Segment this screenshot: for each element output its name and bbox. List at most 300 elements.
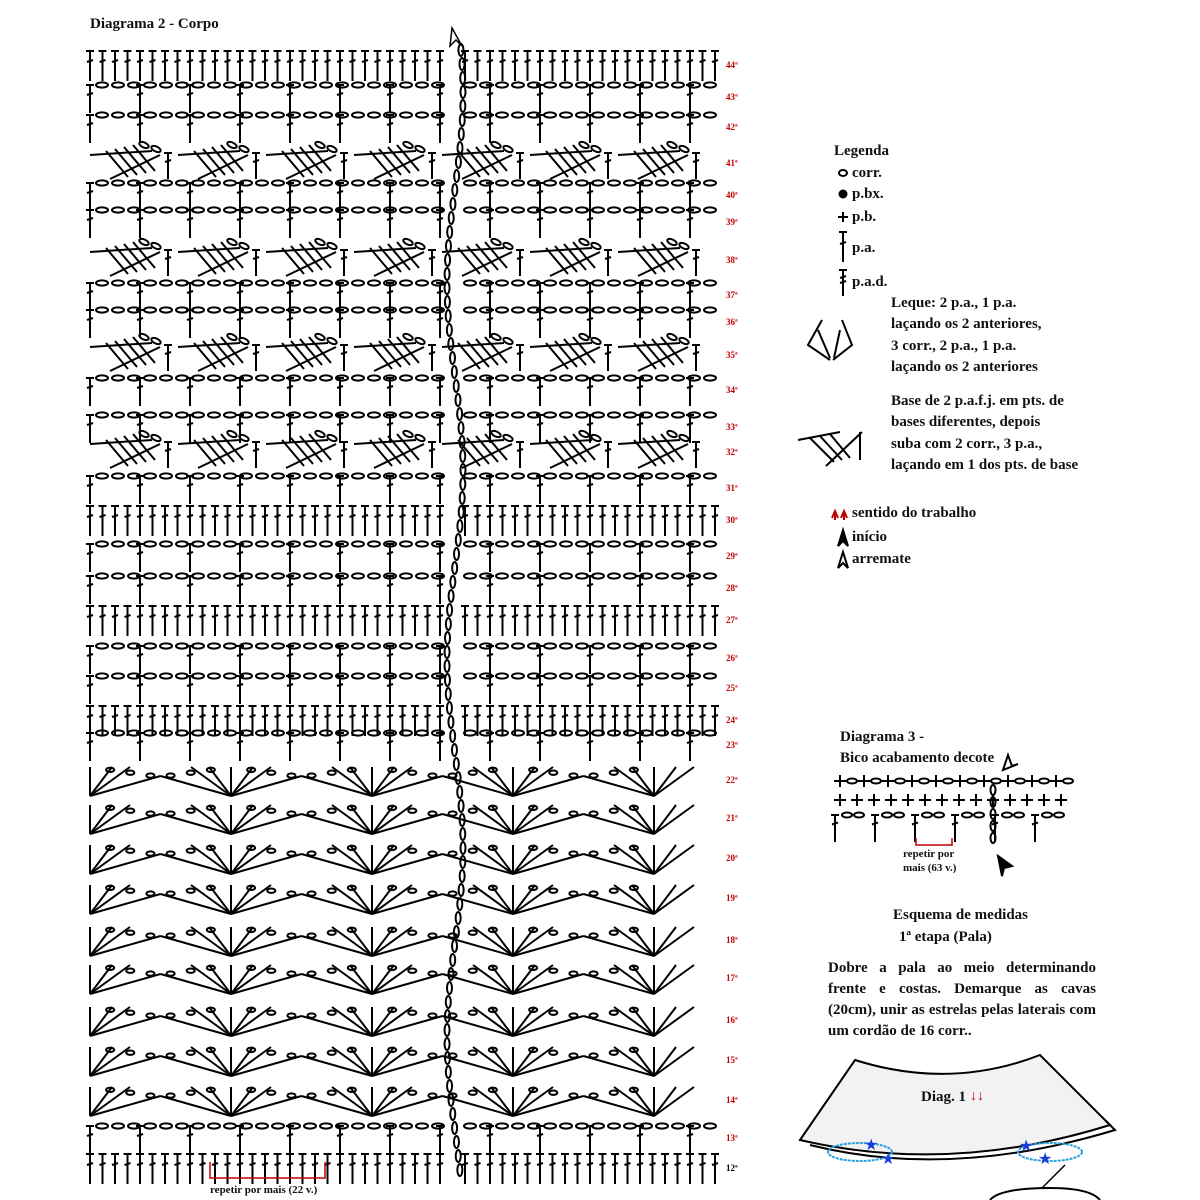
chain-stitch: [328, 969, 336, 973]
pa-bar: [212, 60, 218, 62]
double-crochet-icon: [839, 232, 847, 262]
pa-bar: [100, 715, 106, 717]
fan-arc-line: [302, 776, 373, 796]
pa-bar: [693, 352, 699, 354]
chain-stitch: [96, 280, 108, 285]
chain-stitch: [469, 931, 477, 935]
row-number: 36ª: [726, 317, 738, 327]
chain-stitch: [496, 307, 508, 312]
chain-stitch: [678, 145, 689, 154]
pa-bar: [250, 615, 256, 617]
pa-bar: [600, 715, 606, 717]
chain-stitch: [512, 280, 524, 285]
chain-stitch: [256, 375, 268, 380]
chain-stitch: [308, 971, 316, 975]
pa-bar: [500, 60, 506, 62]
pa-bar: [187, 93, 193, 95]
pa-bar: [587, 615, 593, 617]
chain-stitch: [272, 673, 284, 678]
chain-stitch: [447, 324, 452, 336]
pa-bar: [400, 615, 406, 617]
treble-crochet-icon: [839, 270, 847, 296]
chain-stitch: [267, 849, 275, 853]
chain-stitch: [656, 573, 668, 578]
chain-stitch: [146, 1053, 154, 1057]
pa-bar: [137, 1163, 143, 1165]
pa-bar: [300, 715, 306, 717]
chain-stitch: [320, 643, 332, 648]
pa-bar: [262, 515, 268, 517]
fan-arc-line: [584, 814, 655, 834]
chain-stitch: [590, 933, 598, 937]
row-number: 12ª: [726, 1163, 738, 1173]
pa-bar: [387, 318, 393, 320]
pa-bar: [587, 1163, 593, 1165]
chain-stitch: [144, 673, 156, 678]
chain-stitch: [414, 434, 425, 443]
base-line: [530, 248, 592, 252]
pa-bar: [487, 93, 493, 95]
single-crochet: [882, 775, 894, 787]
chain-stitch: [450, 730, 455, 742]
pa-bar: [165, 449, 171, 451]
row-25: [90, 885, 694, 914]
chain-stitch: [450, 954, 455, 966]
pa-bar: [212, 1163, 218, 1165]
pa-bar: [537, 318, 543, 320]
pa-bar: [341, 352, 347, 354]
base-stitch: [194, 343, 216, 369]
pa-bar: [625, 1163, 631, 1165]
chain-stitch: [624, 280, 636, 285]
chain-stitch: [624, 207, 636, 212]
chain-stitch: [146, 811, 154, 815]
pa-bar: [375, 515, 381, 517]
pa-bar: [237, 60, 243, 62]
fan-stitch: [654, 767, 694, 796]
chain-stitch: [512, 82, 524, 87]
pa-bar: [429, 352, 435, 354]
pa-bar: [437, 715, 443, 717]
chain-stitch: [320, 207, 332, 212]
chain-stitch: [416, 82, 428, 87]
chain-stitch: [416, 573, 428, 578]
chain-stitch: [549, 889, 557, 893]
chain-stitch: [455, 394, 460, 406]
chain-stitch: [672, 1123, 684, 1128]
pa-bar: [337, 615, 343, 617]
fan-arc-line: [161, 814, 232, 834]
chain-stitch: [144, 375, 156, 380]
pa-bar: [337, 191, 343, 193]
chain-stitch: [320, 412, 332, 417]
pa-bar: [912, 823, 918, 825]
single-crochet: [954, 775, 966, 787]
chain-stitch: [416, 112, 428, 117]
pa-bar: [487, 1134, 493, 1136]
chain-stitch: [464, 412, 476, 417]
chain-stitch: [608, 1123, 620, 1128]
pa-bar: [400, 715, 406, 717]
fan-arc-line: [231, 936, 302, 956]
chain-stitch: [256, 280, 268, 285]
chain-stitch: [672, 541, 684, 546]
pa-bar: [237, 423, 243, 425]
pa-bar: [275, 515, 281, 517]
pa-bar: [287, 218, 293, 220]
pa-bar: [605, 449, 611, 451]
chain-stitch: [464, 307, 476, 312]
pa-bar: [387, 484, 393, 486]
chain-stitch: [328, 809, 336, 813]
chain-stitch: [96, 112, 108, 117]
chain-stitch: [224, 375, 236, 380]
chain-stitch: [272, 307, 284, 312]
pa-bar: [237, 515, 243, 517]
chain-stitch: [226, 333, 237, 342]
pa-bar: [487, 191, 493, 193]
chain-stitch: [126, 1011, 134, 1015]
chain-stitch: [146, 971, 154, 975]
pa-bar: [137, 318, 143, 320]
pa-bar: [425, 615, 431, 617]
pa-bar: [429, 449, 435, 451]
fan-arc-line: [513, 936, 584, 956]
pa-bar: [287, 715, 293, 717]
chain-stitch: [224, 573, 236, 578]
pa-bar: [675, 60, 681, 62]
fan-arc-line: [90, 814, 161, 834]
fan-arc-line: [513, 776, 584, 796]
chain-stitch: [656, 112, 668, 117]
pa-bar: [287, 515, 293, 517]
chain-stitch: [208, 112, 220, 117]
pa-bar: [625, 715, 631, 717]
pa-bar: [587, 191, 593, 193]
pa-bar: [162, 715, 168, 717]
slip-stitch-icon: [840, 191, 847, 198]
pa-bar: [1032, 823, 1038, 825]
chain-stitch: [187, 1011, 195, 1015]
chain-stitch: [656, 307, 668, 312]
pa-bar: [400, 1163, 406, 1165]
single-crochet: [858, 775, 870, 787]
chain-stitch: [352, 643, 364, 648]
chain-stitch: [304, 673, 316, 678]
chain-stitch: [446, 310, 451, 322]
diagram-3-repeat-2: mais (63 v.): [903, 862, 957, 874]
base-stitch: [458, 343, 480, 369]
pa-bar: [687, 1163, 693, 1165]
chain-stitch: [304, 82, 316, 87]
chain-stitch: [704, 180, 716, 185]
pa-bar: [165, 160, 171, 162]
pa-bar: [512, 515, 518, 517]
chain-stitch: [126, 931, 134, 935]
chain-stitch: [224, 643, 236, 648]
chain-stitch: [496, 673, 508, 678]
fan-arc-line: [443, 894, 514, 914]
chain-stitch: [167, 851, 175, 855]
chain-stitch: [267, 1091, 275, 1095]
chain-stitch: [666, 141, 677, 150]
base-line: [266, 151, 328, 155]
chain-stitch: [304, 280, 316, 285]
chain-stitch: [447, 1080, 452, 1092]
chain-stitch: [308, 851, 316, 855]
chain-stitch: [578, 238, 589, 247]
pa-bar: [587, 123, 593, 125]
pa-bar: [512, 715, 518, 717]
chain-stitch: [496, 473, 508, 478]
pa-bar: [312, 615, 318, 617]
pa-bar: [537, 1134, 543, 1136]
pa-bar: [475, 60, 481, 62]
pa-bar: [150, 1163, 156, 1165]
chain-stitch: [112, 473, 124, 478]
pa-bar: [387, 684, 393, 686]
chain-stitch: [287, 933, 295, 937]
pa-bar: [575, 1163, 581, 1165]
pa-bar: [537, 515, 543, 517]
chain-stitch: [126, 809, 134, 813]
chain-stitch: [512, 375, 524, 380]
pa-bar: [562, 715, 568, 717]
pa-bar: [687, 191, 693, 193]
pa-bar: [387, 741, 393, 743]
chain-stitch: [445, 1038, 450, 1050]
chain-stitch: [446, 618, 451, 630]
pa-bar: [275, 715, 281, 717]
chain-stitch: [208, 280, 220, 285]
pa-bar: [487, 684, 493, 686]
chain-stitch: [308, 1093, 316, 1097]
fan-arc-line: [372, 1096, 443, 1116]
chain-stitch: [459, 128, 464, 140]
chain-stitch: [408, 809, 416, 813]
pa-bar: [137, 584, 143, 586]
fan-arc-line: [513, 1016, 584, 1036]
pa-bar: [300, 615, 306, 617]
chain-stitch: [590, 773, 598, 777]
pa-bar: [375, 1163, 381, 1165]
chain-stitch: [328, 1091, 336, 1095]
pa-bar: [575, 615, 581, 617]
pa-bar: [437, 654, 443, 656]
chain-stitch: [608, 180, 620, 185]
pa-bar: [337, 60, 343, 62]
pa-bar: [325, 60, 331, 62]
fan-arc-line: [161, 1016, 232, 1036]
pa-bar: [487, 318, 493, 320]
chain-stitch: [267, 771, 275, 775]
pa-bar: [150, 515, 156, 517]
pa-bar: [462, 715, 468, 717]
pa-bar: [512, 615, 518, 617]
chain-stitch: [400, 673, 412, 678]
chain-stitch: [328, 931, 336, 935]
pa-bar: [600, 615, 606, 617]
chain-stitch: [449, 851, 457, 855]
chain-stitch: [544, 82, 556, 87]
chain-stitch: [549, 931, 557, 935]
chain-stitch: [112, 112, 124, 117]
pa-bar: [687, 123, 693, 125]
row-number: 21ª: [726, 813, 738, 823]
row-9: [90, 333, 700, 371]
pa-bar: [650, 515, 656, 517]
chain-stitch: [450, 1108, 455, 1120]
chain-stitch: [256, 180, 268, 185]
single-crochet: [919, 794, 931, 806]
fan-arc-line: [443, 854, 514, 874]
pa-bar: [87, 615, 93, 617]
chain-stitch: [160, 207, 172, 212]
fan-arc-line: [90, 974, 161, 994]
row-number: 18ª: [726, 935, 738, 945]
chain-stitch: [256, 643, 268, 648]
fan-arc-line: [90, 854, 161, 874]
pa-bar: [137, 60, 143, 62]
chain-stitch: [368, 412, 380, 417]
fan-arc-line: [90, 776, 161, 796]
row-number: 35ª: [726, 350, 738, 360]
pa-bar: [362, 615, 368, 617]
chain-stitch: [454, 758, 459, 770]
chain-stitch: [672, 375, 684, 380]
pa-bar: [87, 423, 93, 425]
chain-stitch: [569, 811, 577, 815]
pa-bar: [537, 93, 543, 95]
row-10: [86, 375, 716, 406]
fan-arc-line: [161, 854, 232, 874]
chain-stitch: [368, 112, 380, 117]
chain-stitch: [96, 82, 108, 87]
base-line: [266, 440, 328, 444]
chain-stitch: [456, 772, 461, 784]
chain-stitch: [402, 333, 413, 342]
chain-stitch: [445, 660, 450, 672]
chain-stitch: [416, 180, 428, 185]
fan-arc-line: [372, 1016, 443, 1036]
row-number: 14ª: [726, 1095, 738, 1105]
chain-stitch: [326, 337, 337, 346]
chain-stitch: [496, 180, 508, 185]
pa-bar: [387, 1134, 393, 1136]
pa-bar: [225, 615, 231, 617]
row-2: [86, 112, 716, 143]
pa-bar: [437, 93, 443, 95]
chain-stitch: [704, 82, 716, 87]
chain-stitch: [416, 730, 428, 735]
base-line: [354, 151, 416, 155]
chain-stitch: [308, 1013, 316, 1017]
pa-bar: [437, 484, 443, 486]
chain-stitch: [590, 1093, 598, 1097]
chain-stitch: [672, 207, 684, 212]
chain-stitch: [454, 380, 459, 392]
chain-stitch: [704, 541, 716, 546]
row-13: [86, 473, 716, 504]
fan-stitch: [654, 1007, 694, 1036]
chain-stitch: [320, 541, 332, 546]
pa-bar: [612, 615, 618, 617]
single-crochet: [936, 794, 948, 806]
row-number: 22ª: [726, 775, 738, 785]
legend-finish: arremate: [852, 551, 911, 567]
chain-stitch: [445, 646, 450, 658]
chain-stitch: [416, 1123, 428, 1128]
chain-stitch: [400, 541, 412, 546]
chain-stitch: [704, 112, 716, 117]
pa-bar: [225, 715, 231, 717]
base-stitch: [106, 343, 128, 369]
chain-stitch: [146, 773, 154, 777]
chain-stitch: [656, 643, 668, 648]
chain-stitch: [608, 473, 620, 478]
legend-leque-3: 3 corr., 2 p.a., 1 p.a.: [891, 338, 1017, 354]
chain-stitch: [608, 112, 620, 117]
pa-bar: [517, 257, 523, 259]
pa-bar: [537, 423, 543, 425]
chain-stitch: [368, 643, 380, 648]
base-line: [618, 440, 680, 444]
chain-stitch: [304, 307, 316, 312]
chain-stitch: [400, 112, 412, 117]
pa-bar: [412, 715, 418, 717]
chain-stitch: [1039, 779, 1049, 784]
pa-bar: [437, 423, 443, 425]
chain-stitch: [167, 811, 175, 815]
chain-stitch: [460, 828, 465, 840]
pa-bar: [137, 191, 143, 193]
pa-bar: [237, 715, 243, 717]
fan-arc-line: [302, 936, 373, 956]
pa-bar: [537, 218, 543, 220]
chain-stitch: [400, 412, 412, 417]
pa-bar: [650, 715, 656, 717]
base-stitch: [282, 343, 304, 369]
chain-stitch: [428, 1093, 436, 1097]
chain-stitch: [238, 337, 249, 346]
pa-bar: [525, 60, 531, 62]
fan-arc-line: [231, 776, 302, 796]
chain-stitch: [452, 1122, 457, 1134]
pa-bar: [137, 1134, 143, 1136]
pa-bar: [687, 423, 693, 425]
single-crochet: [868, 794, 880, 806]
pa-bar: [612, 515, 618, 517]
pa-bar: [437, 684, 443, 686]
pa-bar: [237, 191, 243, 193]
pa-bar: [605, 257, 611, 259]
pa-bar: [475, 515, 481, 517]
fan-arc-line: [302, 974, 373, 994]
pa-bar: [712, 1163, 718, 1165]
fan-arc-line: [513, 894, 584, 914]
pa-bar: [400, 60, 406, 62]
fan-arc-line: [372, 894, 443, 914]
pa-bar: [687, 218, 693, 220]
pa-bar: [487, 654, 493, 656]
pa-bar: [637, 654, 643, 656]
chain-stitch: [450, 576, 455, 588]
pa-bar: [687, 318, 693, 320]
chain-stitch: [704, 673, 716, 678]
pa-bar: [872, 823, 878, 825]
pa-bar: [487, 741, 493, 743]
pa-bar: [487, 291, 493, 293]
